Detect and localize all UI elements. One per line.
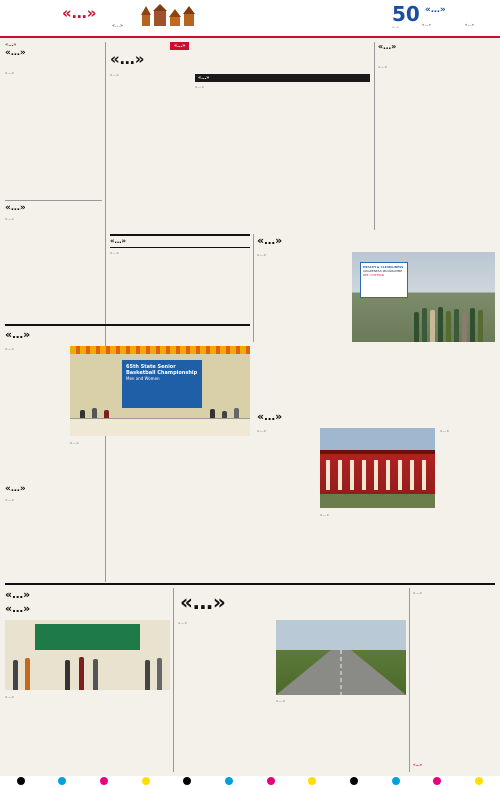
registration-dot — [225, 777, 233, 785]
col1-mid-body — [5, 216, 102, 321]
table-cloth — [70, 418, 250, 436]
person-figure — [470, 308, 475, 342]
heritage-body-left — [257, 428, 317, 578]
masthead-title: «…» — [62, 4, 97, 22]
building-roof — [320, 450, 435, 454]
person-figure — [462, 312, 467, 342]
college-photo — [5, 620, 170, 690]
basketball-top-rule — [5, 324, 250, 326]
right-top-headline: «…» — [378, 42, 397, 51]
person-figure — [438, 307, 443, 342]
championship-banner — [122, 360, 202, 408]
col1-divider — [5, 200, 102, 201]
anniversary-logo — [392, 3, 422, 31]
col1-top-kicker: «…» — [5, 42, 17, 48]
person-figure — [414, 312, 419, 342]
print-color-bar — [0, 776, 500, 788]
health-banner-line: HEALTH & CLEANLINESS — [363, 265, 404, 269]
person-figure — [430, 310, 435, 342]
college-banner — [35, 624, 140, 650]
col1-mid-headline: «…» — [5, 203, 26, 213]
small-story-paragraph: «…» — [5, 497, 14, 502]
mid-story-paragraph: «…» — [110, 250, 119, 255]
column-rule-5 — [409, 588, 410, 772]
col1-top-body — [5, 70, 102, 190]
registration-dot — [183, 777, 191, 785]
heritage-paragraph: «…» — [320, 512, 329, 517]
right-bottom-paragraph: «…» — [413, 590, 422, 595]
column-rule-2 — [374, 42, 375, 230]
right-top-paragraph: «…» — [378, 64, 387, 69]
col1-mid-paragraph: «…» — [5, 216, 14, 221]
right-bottom-credit: «…» — [413, 762, 423, 767]
right-top-story — [378, 42, 495, 230]
road-paragraph: «…» — [276, 698, 285, 703]
college-headline-line1: «…» — [5, 588, 31, 601]
road-illustration — [276, 620, 406, 695]
column-rule-3 — [253, 234, 254, 342]
health-banner-line: RPF, CUTTACK — [363, 273, 385, 277]
brand-name: «…» — [425, 5, 446, 15]
registration-dot — [433, 777, 441, 785]
basketball-body-left — [5, 346, 67, 478]
college-paragraph: «…» — [5, 694, 14, 699]
registration-dot — [100, 777, 108, 785]
registration-dot — [142, 777, 150, 785]
col1-mid-story — [5, 203, 102, 323]
small-story-body — [5, 497, 250, 577]
lead-headline: «…» — [110, 50, 145, 68]
heritage-body-bottom — [320, 512, 435, 578]
basketball-paragraph: «…» — [70, 440, 79, 445]
col1-top-paragraph: «…» — [5, 70, 14, 75]
person-figure — [422, 308, 427, 342]
lead-sub-kicker: «…» — [195, 74, 370, 82]
banner-line: Men and Women — [126, 376, 160, 381]
road-body — [178, 620, 273, 772]
lead-body-left — [110, 72, 190, 232]
anniversary-number: 50 — [392, 2, 420, 26]
road-paragraph: «…» — [178, 620, 187, 625]
health-banner-line: AWARENESS PROGRAMME — [363, 269, 403, 273]
mid-story-headline: «…» — [110, 234, 250, 248]
road-headline: «…» — [180, 590, 226, 614]
basketball-headline: «…» — [5, 328, 31, 341]
heritage-paragraph: «…» — [440, 428, 449, 433]
person-figure — [79, 657, 84, 690]
registration-dot — [267, 777, 275, 785]
lead-paragraph: «…» — [195, 84, 204, 89]
lead-body-right — [195, 84, 370, 232]
basketball-photo — [70, 346, 250, 436]
registration-dot — [58, 777, 66, 785]
brand-tagline: «…» — [422, 22, 431, 27]
cutack-photo — [352, 252, 495, 342]
basketball-paragraph: «…» — [5, 346, 14, 351]
person-figure — [157, 658, 162, 690]
person-figure — [478, 310, 483, 342]
person-figure — [446, 311, 451, 342]
college-body — [5, 694, 170, 772]
small-story — [5, 484, 250, 580]
heritage-headline: «…» — [257, 410, 283, 423]
anniversary-text: «…» — [392, 25, 399, 29]
col1-top-headline: «…» — [5, 48, 26, 58]
cutack-headline: «…» — [257, 234, 283, 247]
person-figure — [65, 660, 70, 690]
lead-kicker: «…» — [170, 42, 189, 50]
registration-dot — [17, 777, 25, 785]
heritage-paragraph: «…» — [257, 428, 266, 433]
heritage-body-right — [440, 428, 495, 578]
person-figure — [13, 660, 18, 690]
flower-decoration — [70, 346, 250, 354]
health-banner — [360, 262, 408, 298]
building-windows — [326, 460, 429, 490]
registration-dot — [350, 777, 358, 785]
masthead-edition-line: «…» — [112, 23, 124, 29]
road-body-bottom — [276, 698, 406, 772]
cutack-paragraph: «…» — [257, 252, 266, 257]
banner-line: Basketball Championship — [126, 370, 198, 376]
person-figure — [93, 659, 98, 690]
cutack-body — [257, 252, 349, 402]
right-top-body — [378, 64, 495, 224]
temple-skyline-image — [138, 4, 198, 26]
page-label: «…» — [465, 22, 474, 27]
heritage-building-photo — [320, 428, 435, 508]
road-photo — [276, 620, 406, 695]
bottom-section-rule — [5, 583, 495, 585]
banner-line: 65th State Senior — [126, 364, 176, 370]
column-rule-4 — [173, 588, 174, 772]
building-ground — [320, 494, 435, 508]
masthead — [0, 0, 500, 38]
college-headline-line2: «…» — [5, 602, 31, 615]
lead-paragraph: «…» — [110, 72, 119, 77]
small-story-headline: «…» — [5, 484, 26, 494]
person-figure — [25, 658, 30, 690]
person-figure — [454, 309, 459, 342]
col1-top-story — [5, 42, 102, 192]
person-figure — [145, 660, 150, 690]
basketball-body-bottom — [70, 440, 250, 480]
registration-dot — [308, 777, 316, 785]
registration-dot — [392, 777, 400, 785]
right-bottom-body — [413, 590, 495, 760]
registration-dot — [475, 777, 483, 785]
